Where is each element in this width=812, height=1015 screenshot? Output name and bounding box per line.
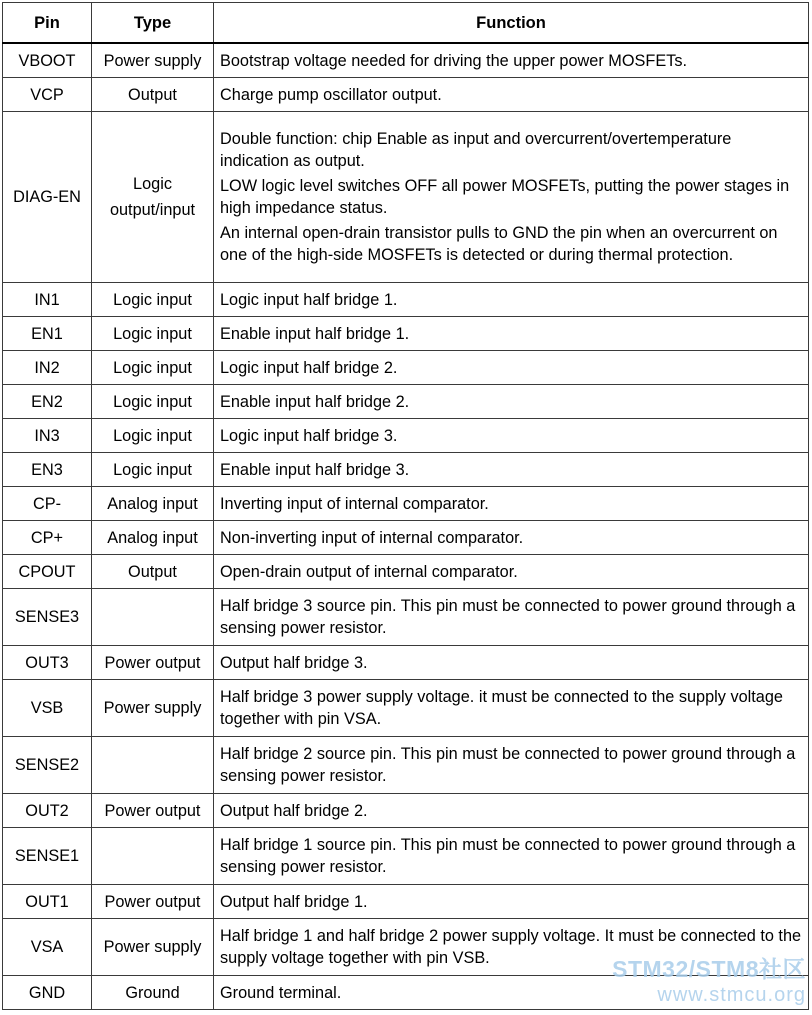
pin-name-cell: SENSE1: [3, 828, 92, 885]
pin-type-cell: Logic input: [92, 351, 214, 385]
table-row: [3, 419, 809, 453]
pin-name-cell: IN1: [3, 283, 92, 317]
pin-function-cell: [214, 589, 809, 646]
pin-name-cell: GND: [3, 976, 92, 1010]
pin-function-cell: [214, 453, 809, 487]
pin-type-cell: Power output: [92, 646, 214, 680]
pin-name-cell: VSB: [3, 680, 92, 737]
function-paragraph: Logic input half bridge 2.: [220, 358, 398, 377]
pin-function-cell: [214, 555, 809, 589]
table-row: [3, 453, 809, 487]
table-row: [3, 976, 809, 1010]
function-paragraph: Open-drain output of internal comparator.: [220, 562, 518, 581]
pin-function-cell: [214, 43, 809, 78]
table-row: [3, 919, 809, 976]
pin-type-cell: Power output: [92, 794, 214, 828]
pin-function-cell: [214, 78, 809, 112]
pin-type-cell: [92, 737, 214, 794]
table-row: [3, 555, 809, 589]
pin-name-cell: EN1: [3, 317, 92, 351]
pin-name-cell: IN3: [3, 419, 92, 453]
table-header: [3, 3, 809, 44]
pin-function-cell: [214, 885, 809, 919]
pin-type-cell: Output: [92, 555, 214, 589]
pin-type-cell: Ground: [92, 976, 214, 1010]
pin-name-cell: CP+: [3, 521, 92, 555]
pin-function-cell: [214, 283, 809, 317]
table-row: [3, 680, 809, 737]
table-row: [3, 317, 809, 351]
pin-function-cell: [214, 419, 809, 453]
table-row: [3, 351, 809, 385]
pin-name-cell: CP-: [3, 487, 92, 521]
function-paragraph: Bootstrap voltage needed for driving the upper power MOSFETs.: [220, 51, 687, 70]
pin-function-table: [2, 2, 809, 1010]
pin-name-cell: OUT2: [3, 794, 92, 828]
table-row: [3, 646, 809, 680]
function-paragraph: Output half bridge 3.: [220, 653, 368, 672]
pin-function-cell: [214, 317, 809, 351]
function-paragraph: LOW logic level switches OFF all power MOSFETs, putting the power stages in high impedance status.: [220, 177, 790, 217]
pin-function-cell: [214, 680, 809, 737]
pin-name-cell: EN2: [3, 385, 92, 419]
table-row: [3, 885, 809, 919]
pin-function-cell: [214, 646, 809, 680]
pin-type-cell: Power supply: [92, 43, 214, 78]
function-paragraph: Inverting input of internal comparator.: [220, 494, 489, 513]
pin-name-cell: OUT1: [3, 885, 92, 919]
pin-function-cell: [214, 385, 809, 419]
table-row: [3, 78, 809, 112]
table-row: [3, 43, 809, 78]
pin-name-cell: SENSE3: [3, 589, 92, 646]
header-pin: Pin: [3, 3, 92, 44]
pin-name-cell: EN3: [3, 453, 92, 487]
header-type: Type: [92, 3, 214, 44]
pin-type-cell: [92, 828, 214, 885]
pin-type-cell: Analog input: [92, 487, 214, 521]
function-paragraph: Double function: chip Enable as input and overcurrent/overtemperature indication as output.: [220, 130, 732, 170]
header-row: [3, 3, 809, 44]
table-row: [3, 521, 809, 555]
function-paragraph: Enable input half bridge 3.: [220, 460, 410, 479]
function-paragraph: Enable input half bridge 2.: [220, 392, 410, 411]
function-paragraph: Half bridge 3 source pin. This pin must be connected to power ground through a sensing power resistor.: [220, 597, 796, 637]
table-row: [3, 589, 809, 646]
watermark-url: www.stmcu.org: [657, 984, 806, 1006]
pin-function-cell: [214, 112, 809, 283]
pin-function-cell: [214, 487, 809, 521]
watermark-site-name: STM32/STM8社区: [612, 956, 806, 982]
function-paragraph: Half bridge 2 source pin. This pin must be connected to power ground through a sensing power resistor.: [220, 745, 796, 785]
pin-type-cell: Output: [92, 78, 214, 112]
pin-function-cell: [214, 521, 809, 555]
header-function: Function: [214, 3, 809, 44]
function-paragraph: Logic input half bridge 3.: [220, 426, 398, 445]
table-row: [3, 112, 809, 283]
pin-name-cell: IN2: [3, 351, 92, 385]
pin-function-cell: [214, 828, 809, 885]
pin-name-cell: CPOUT: [3, 555, 92, 589]
function-paragraph: Half bridge 1 source pin. This pin must be connected to power ground through a sensing power resistor.: [220, 836, 796, 876]
table-row: [3, 737, 809, 794]
pin-type-cell: Logic input: [92, 385, 214, 419]
function-paragraph: Half bridge 3 power supply voltage. it must be connected to the supply voltage together with pin VSA.: [220, 688, 783, 728]
pin-type-cell: Logic input: [92, 453, 214, 487]
function-paragraph: Non-inverting input of internal comparator.: [220, 528, 524, 547]
table-row: [3, 385, 809, 419]
pin-type-cell: Power supply: [92, 919, 214, 976]
pin-function-cell: [214, 794, 809, 828]
function-paragraph: Ground terminal.: [220, 983, 342, 1002]
pin-type-cell: Logic output/input: [92, 112, 214, 283]
function-paragraph: Output half bridge 2.: [220, 801, 368, 820]
pin-type-cell: Analog input: [92, 521, 214, 555]
function-paragraph: Logic input half bridge 1.: [220, 290, 398, 309]
pin-type-cell: [92, 589, 214, 646]
pin-name-cell: DIAG-EN: [3, 112, 92, 283]
pin-function-cell: [214, 919, 809, 976]
function-paragraph: Enable input half bridge 1.: [220, 324, 410, 343]
pin-function-cell: [214, 351, 809, 385]
pin-function-cell: [214, 737, 809, 794]
pin-name-cell: VCP: [3, 78, 92, 112]
function-paragraph: Half bridge 1 and half bridge 2 power supply voltage. It must be connected to the supply voltage together with pin VSB.: [220, 927, 802, 967]
table-body: [3, 43, 809, 1010]
pin-function-cell: [214, 976, 809, 1010]
function-paragraph: An internal open-drain transistor pulls to GND the pin when an overcurrent on one of the high-side MOSFETs is detected or during thermal protection.: [220, 224, 778, 264]
pin-name-cell: VBOOT: [3, 43, 92, 78]
pin-name-cell: VSA: [3, 919, 92, 976]
function-paragraph: Output half bridge 1.: [220, 892, 368, 911]
pin-type-cell: Power supply: [92, 680, 214, 737]
pin-type-cell: Logic input: [92, 419, 214, 453]
pin-name-cell: OUT3: [3, 646, 92, 680]
pin-type-cell: Logic input: [92, 283, 214, 317]
table-row: [3, 828, 809, 885]
table-row: [3, 283, 809, 317]
table-row: [3, 487, 809, 521]
table-row: [3, 794, 809, 828]
function-paragraph: Charge pump oscillator output.: [220, 85, 442, 104]
pin-type-cell: Power output: [92, 885, 214, 919]
pin-type-cell: Logic input: [92, 317, 214, 351]
pin-name-cell: SENSE2: [3, 737, 92, 794]
